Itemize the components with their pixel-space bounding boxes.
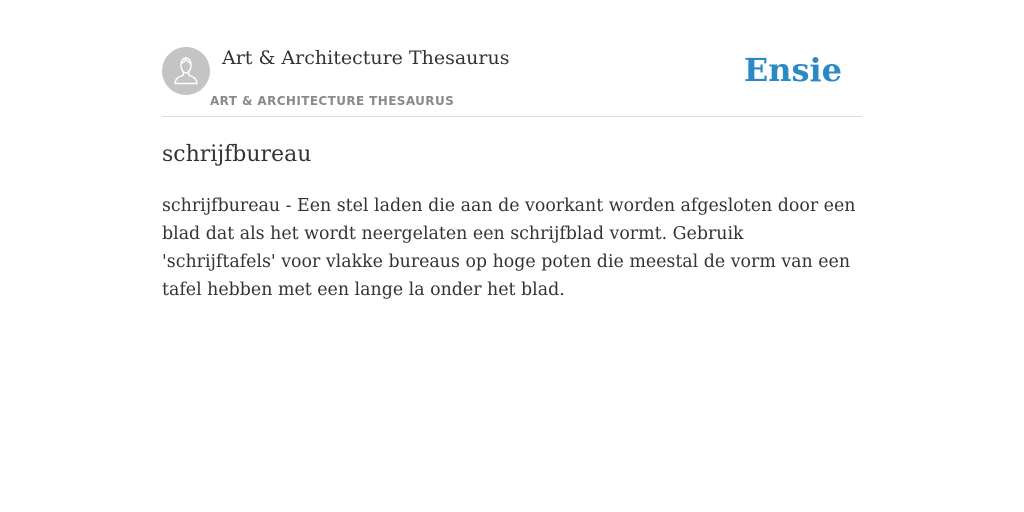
source-avatar[interactable] [162,47,210,95]
source-name[interactable]: Art & Architecture Thesaurus [222,47,510,69]
source-subtitle: ART & ARCHITECTURE THESAURUS [210,94,455,108]
entry-term: schrijfbureau [162,142,312,167]
entry-header [162,0,862,117]
brand-logo-link[interactable]: Ensie [743,51,842,89]
entry-definition: schrijfbureau - Een stel laden die aan de voorkant worden afgesloten door een blad dat als het wordt neergelaten een schrijfblad vormt. Gebruik 'schrijftafels' voor vlakke bureaus op hoge poten die meestal de vorm van een tafel hebben met een lange la onder het blad. [162,196,856,300]
user-silhouette-icon [162,47,210,95]
entry-card [162,0,862,300]
